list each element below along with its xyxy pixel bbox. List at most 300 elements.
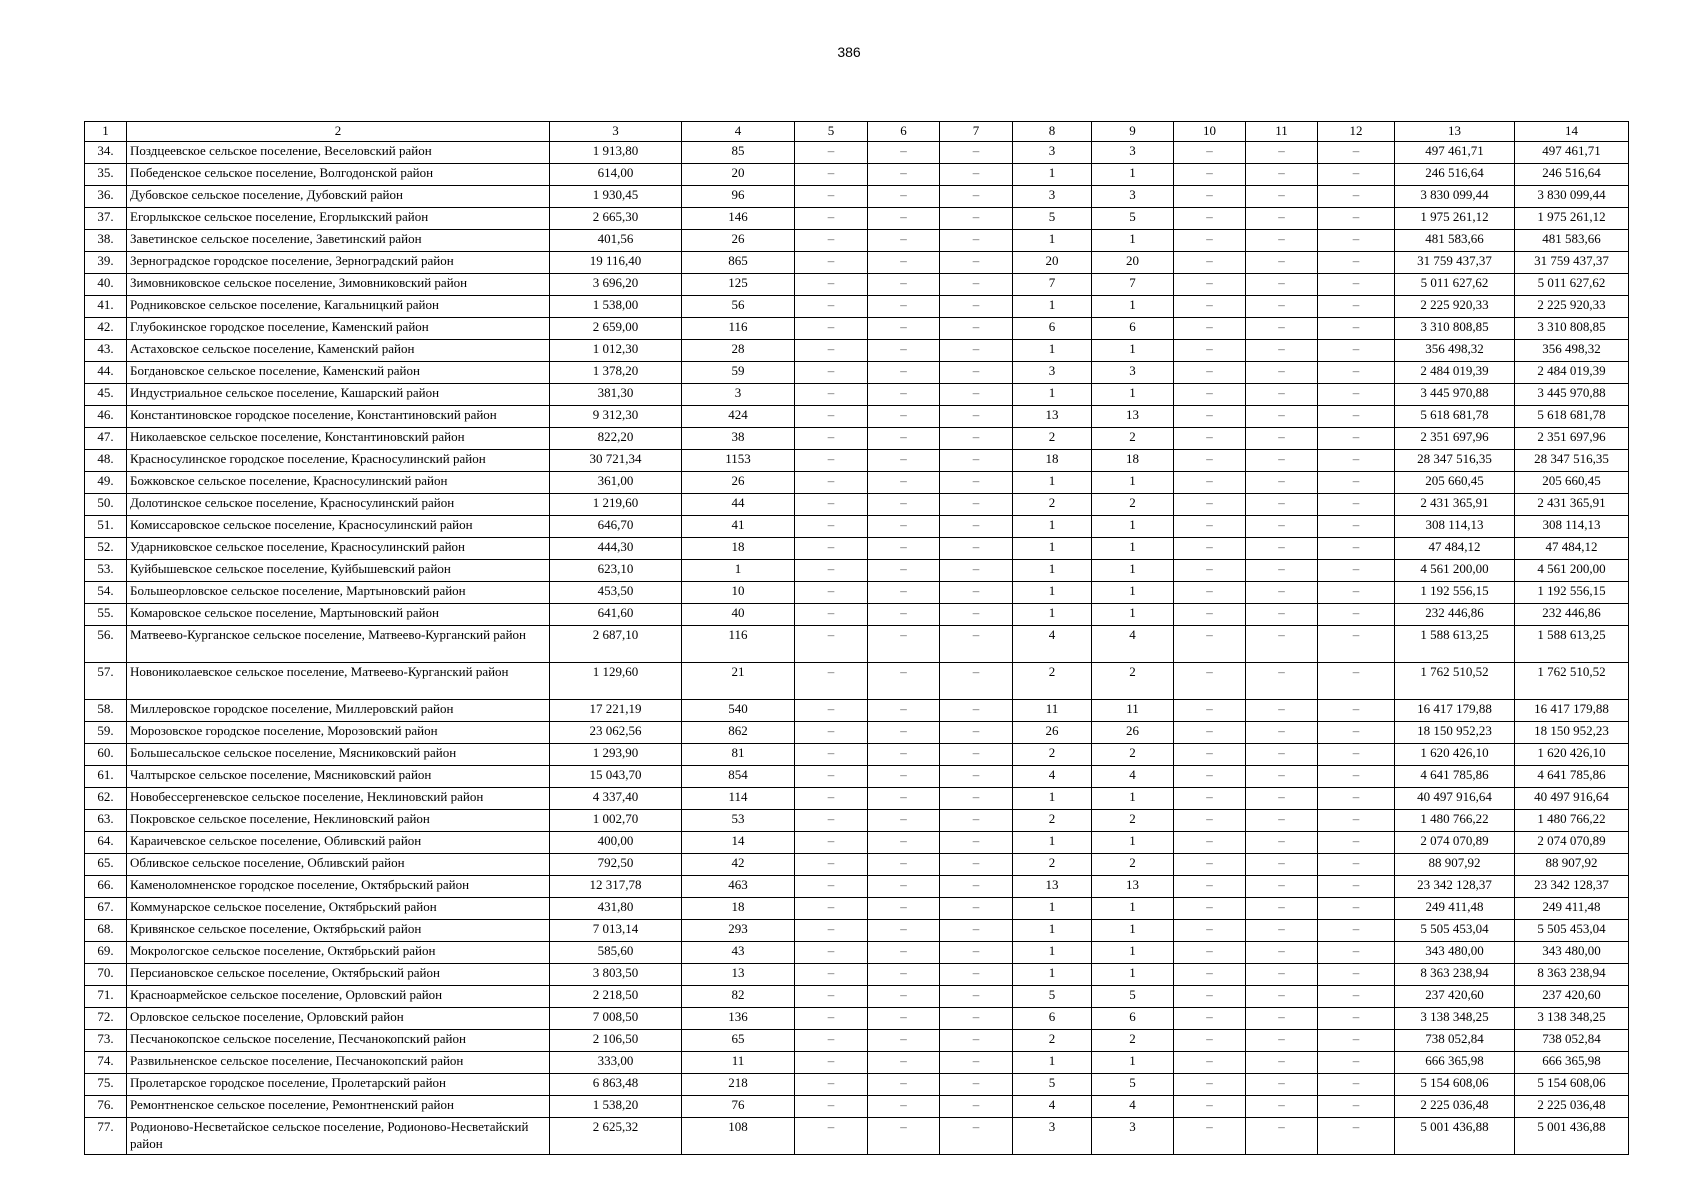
value-cell: –: [1174, 406, 1246, 428]
value-cell: 18 150 952,23: [1395, 722, 1515, 744]
value-cell: 3 803,50: [550, 964, 682, 986]
table-row: [85, 186, 1629, 208]
value-cell: –: [1318, 920, 1395, 942]
table-row: [85, 854, 1629, 876]
settlement-name-cell: Новониколаевское сельское поселение, Матвеево-Курганский район: [127, 663, 550, 700]
value-cell: –: [940, 472, 1013, 494]
value-cell: 356 498,32: [1395, 340, 1515, 362]
settlement-name-cell: Комаровское сельское поселение, Мартыновский район: [127, 604, 550, 626]
settlement-name-cell: Обливское сельское поселение, Обливский район: [127, 854, 550, 876]
value-cell: 481 583,66: [1515, 230, 1629, 252]
value-cell: –: [795, 964, 868, 986]
value-cell: –: [1246, 516, 1318, 538]
value-cell: 1: [1013, 788, 1092, 810]
value-cell: –: [1318, 700, 1395, 722]
value-cell: –: [1174, 1030, 1246, 1052]
value-cell: 26: [682, 472, 795, 494]
value-cell: –: [1246, 362, 1318, 384]
value-cell: 26: [682, 230, 795, 252]
column-header-7: 7: [940, 122, 1013, 142]
value-cell: 1: [1013, 942, 1092, 964]
settlement-name-cell: Матвеево-Курганское сельское поселение, Матвеево-Курганский район: [127, 626, 550, 663]
value-cell: –: [868, 1008, 940, 1030]
row-number-cell: 74.: [85, 1052, 127, 1074]
settlement-name-cell: Дубовское сельское поселение, Дубовский район: [127, 186, 550, 208]
table-row: [85, 494, 1629, 516]
value-cell: –: [940, 832, 1013, 854]
settlement-name-cell: Покровское сельское поселение, Неклиновский район: [127, 810, 550, 832]
value-cell: 2 484 019,39: [1395, 362, 1515, 384]
value-cell: 1: [1013, 516, 1092, 538]
table-row: [85, 964, 1629, 986]
value-cell: –: [1318, 274, 1395, 296]
table-row: [85, 810, 1629, 832]
value-cell: –: [1174, 230, 1246, 252]
value-cell: –: [1246, 252, 1318, 274]
value-cell: –: [795, 296, 868, 318]
value-cell: 1: [1013, 340, 1092, 362]
row-number-cell: 56.: [85, 626, 127, 663]
table-row: [85, 766, 1629, 788]
value-cell: 666 365,98: [1515, 1052, 1629, 1074]
row-number-cell: 73.: [85, 1030, 127, 1052]
value-cell: –: [1174, 428, 1246, 450]
value-cell: 232 446,86: [1515, 604, 1629, 626]
value-cell: 1: [1092, 384, 1174, 406]
value-cell: 646,70: [550, 516, 682, 538]
table-row: [85, 274, 1629, 296]
value-cell: 16 417 179,88: [1515, 700, 1629, 722]
value-cell: –: [940, 230, 1013, 252]
value-cell: 8 363 238,94: [1395, 964, 1515, 986]
value-cell: 232 446,86: [1395, 604, 1515, 626]
value-cell: 361,00: [550, 472, 682, 494]
value-cell: –: [940, 142, 1013, 164]
row-number-cell: 70.: [85, 964, 127, 986]
value-cell: –: [868, 1118, 940, 1155]
row-number-cell: 40.: [85, 274, 127, 296]
value-cell: –: [1174, 876, 1246, 898]
settlement-name-cell: Николаевское сельское поселение, Константиновский район: [127, 428, 550, 450]
value-cell: 12 317,78: [550, 876, 682, 898]
value-cell: –: [940, 810, 1013, 832]
value-cell: 249 411,48: [1515, 898, 1629, 920]
value-cell: 47 484,12: [1515, 538, 1629, 560]
value-cell: 1: [1092, 832, 1174, 854]
value-cell: 1 192 556,15: [1515, 582, 1629, 604]
value-cell: –: [1246, 164, 1318, 186]
value-cell: 1: [1092, 788, 1174, 810]
settlement-name-cell: Божковское сельское поселение, Красносулинский район: [127, 472, 550, 494]
value-cell: 444,30: [550, 538, 682, 560]
row-number-cell: 49.: [85, 472, 127, 494]
value-cell: –: [795, 700, 868, 722]
value-cell: 20: [1013, 252, 1092, 274]
value-cell: –: [1246, 1074, 1318, 1096]
value-cell: –: [940, 384, 1013, 406]
value-cell: –: [1174, 362, 1246, 384]
value-cell: 7: [1013, 274, 1092, 296]
settlement-name-cell: Красносулинское городское поселение, Красносулинский район: [127, 450, 550, 472]
value-cell: –: [1318, 766, 1395, 788]
settlement-name-cell: Развильненское сельское поселение, Песчанокопский район: [127, 1052, 550, 1074]
value-cell: 356 498,32: [1515, 340, 1629, 362]
row-number-cell: 47.: [85, 428, 127, 450]
value-cell: –: [1174, 832, 1246, 854]
value-cell: 2 351 697,96: [1515, 428, 1629, 450]
value-cell: –: [795, 766, 868, 788]
row-number-cell: 43.: [85, 340, 127, 362]
value-cell: 2: [1013, 854, 1092, 876]
value-cell: –: [795, 942, 868, 964]
column-header-4: 4: [682, 122, 795, 142]
value-cell: 3: [1092, 142, 1174, 164]
table-row: [85, 876, 1629, 898]
value-cell: –: [1246, 788, 1318, 810]
value-cell: –: [795, 230, 868, 252]
row-number-cell: 64.: [85, 832, 127, 854]
value-cell: –: [940, 1030, 1013, 1052]
value-cell: 1: [1013, 164, 1092, 186]
table-body: [85, 142, 1629, 1155]
value-cell: 5 001 436,88: [1395, 1118, 1515, 1155]
value-cell: –: [940, 663, 1013, 700]
value-cell: 1: [1013, 230, 1092, 252]
settlement-name-cell: Родниковское сельское поселение, Кагальницкий район: [127, 296, 550, 318]
settlement-name-cell: Новобессергеневское сельское поселение, Неклиновский район: [127, 788, 550, 810]
value-cell: –: [868, 252, 940, 274]
value-cell: 1 913,80: [550, 142, 682, 164]
value-cell: –: [868, 516, 940, 538]
value-cell: 1: [1092, 472, 1174, 494]
value-cell: –: [940, 582, 1013, 604]
value-cell: –: [940, 186, 1013, 208]
value-cell: 136: [682, 1008, 795, 1030]
value-cell: 205 660,45: [1515, 472, 1629, 494]
value-cell: –: [1246, 1118, 1318, 1155]
value-cell: 1 012,30: [550, 340, 682, 362]
value-cell: –: [1318, 340, 1395, 362]
settlement-name-cell: Победенское сельское поселение, Волгодонской район: [127, 164, 550, 186]
table-row: [85, 582, 1629, 604]
settlement-name-cell: Мокрологское сельское поселение, Октябрьский район: [127, 942, 550, 964]
value-cell: 453,50: [550, 582, 682, 604]
value-cell: 40 497 916,64: [1395, 788, 1515, 810]
value-cell: 1: [1013, 920, 1092, 942]
table-row: [85, 898, 1629, 920]
value-cell: 2 659,00: [550, 318, 682, 340]
row-number-cell: 60.: [85, 744, 127, 766]
value-cell: 2: [1013, 744, 1092, 766]
value-cell: 1: [1013, 1052, 1092, 1074]
value-cell: –: [1318, 296, 1395, 318]
value-cell: –: [1318, 252, 1395, 274]
value-cell: –: [868, 142, 940, 164]
value-cell: 1 293,90: [550, 744, 682, 766]
value-cell: –: [1318, 1118, 1395, 1155]
value-cell: –: [1174, 920, 1246, 942]
value-cell: 1: [1013, 560, 1092, 582]
value-cell: –: [940, 516, 1013, 538]
table-row: [85, 722, 1629, 744]
value-cell: –: [868, 744, 940, 766]
value-cell: –: [795, 898, 868, 920]
value-cell: –: [795, 362, 868, 384]
value-cell: 1 480 766,22: [1515, 810, 1629, 832]
value-cell: 1 620 426,10: [1395, 744, 1515, 766]
value-cell: 4: [1013, 1096, 1092, 1118]
value-cell: –: [940, 406, 1013, 428]
value-cell: –: [795, 406, 868, 428]
value-cell: –: [1246, 582, 1318, 604]
row-number-cell: 53.: [85, 560, 127, 582]
value-cell: –: [1318, 744, 1395, 766]
value-cell: 146: [682, 208, 795, 230]
value-cell: 47 484,12: [1395, 538, 1515, 560]
value-cell: –: [1246, 1008, 1318, 1030]
value-cell: 822,20: [550, 428, 682, 450]
column-number-row: [85, 122, 1629, 142]
value-cell: 497 461,71: [1515, 142, 1629, 164]
value-cell: –: [1174, 142, 1246, 164]
value-cell: –: [940, 362, 1013, 384]
value-cell: –: [795, 876, 868, 898]
value-cell: –: [795, 744, 868, 766]
value-cell: 3 830 099,44: [1395, 186, 1515, 208]
value-cell: –: [1318, 164, 1395, 186]
row-number-cell: 34.: [85, 142, 127, 164]
value-cell: –: [1174, 964, 1246, 986]
value-cell: 28 347 516,35: [1515, 450, 1629, 472]
value-cell: –: [1318, 186, 1395, 208]
value-cell: –: [795, 494, 868, 516]
value-cell: 249 411,48: [1395, 898, 1515, 920]
value-cell: –: [795, 582, 868, 604]
value-cell: –: [868, 1074, 940, 1096]
settlement-name-cell: Персиановское сельское поселение, Октябрьский район: [127, 964, 550, 986]
value-cell: 4: [1013, 626, 1092, 663]
value-cell: 11: [682, 1052, 795, 1074]
value-cell: 2 431 365,91: [1395, 494, 1515, 516]
value-cell: 5: [1013, 208, 1092, 230]
settlement-name-cell: Ударниковское сельское поселение, Красносулинский район: [127, 538, 550, 560]
value-cell: 792,50: [550, 854, 682, 876]
row-number-cell: 65.: [85, 854, 127, 876]
value-cell: 641,60: [550, 604, 682, 626]
column-header-14: 14: [1515, 122, 1629, 142]
settlement-name-cell: Миллеровское городское поселение, Миллеровский район: [127, 700, 550, 722]
table-row: [85, 406, 1629, 428]
value-cell: –: [868, 700, 940, 722]
value-cell: –: [795, 252, 868, 274]
value-cell: 3 445 970,88: [1395, 384, 1515, 406]
value-cell: –: [940, 964, 1013, 986]
settlement-name-cell: Долотинское сельское поселение, Красносулинский район: [127, 494, 550, 516]
settlement-name-cell: Большеорловское сельское поселение, Мартыновский район: [127, 582, 550, 604]
value-cell: 23 342 128,37: [1395, 876, 1515, 898]
value-cell: 13: [1013, 876, 1092, 898]
row-number-cell: 59.: [85, 722, 127, 744]
value-cell: 1: [682, 560, 795, 582]
settlements-table: [84, 121, 1629, 1155]
value-cell: 7 013,14: [550, 920, 682, 942]
value-cell: 5: [1092, 1074, 1174, 1096]
value-cell: 18: [1013, 450, 1092, 472]
value-cell: 2: [1092, 663, 1174, 700]
value-cell: 8 363 238,94: [1515, 964, 1629, 986]
value-cell: –: [1174, 494, 1246, 516]
value-cell: 738 052,84: [1395, 1030, 1515, 1052]
table-row: [85, 663, 1629, 700]
value-cell: 614,00: [550, 164, 682, 186]
value-cell: 3: [682, 384, 795, 406]
value-cell: –: [795, 318, 868, 340]
value-cell: –: [1174, 450, 1246, 472]
value-cell: 9 312,30: [550, 406, 682, 428]
value-cell: –: [1174, 164, 1246, 186]
value-cell: –: [1318, 1074, 1395, 1096]
value-cell: 237 420,60: [1395, 986, 1515, 1008]
value-cell: –: [1318, 722, 1395, 744]
value-cell: –: [795, 1096, 868, 1118]
value-cell: 14: [682, 832, 795, 854]
value-cell: –: [1246, 810, 1318, 832]
value-cell: 13: [1092, 876, 1174, 898]
value-cell: 3: [1092, 186, 1174, 208]
value-cell: 431,80: [550, 898, 682, 920]
value-cell: –: [1246, 964, 1318, 986]
row-number-cell: 39.: [85, 252, 127, 274]
value-cell: –: [1318, 986, 1395, 1008]
settlement-name-cell: Зимовниковское сельское поселение, Зимовниковский район: [127, 274, 550, 296]
table-row: [85, 252, 1629, 274]
value-cell: 3 310 808,85: [1515, 318, 1629, 340]
value-cell: –: [1174, 516, 1246, 538]
value-cell: –: [1318, 1096, 1395, 1118]
settlement-name-cell: Егорлыкское сельское поселение, Егорлыкский район: [127, 208, 550, 230]
value-cell: –: [868, 876, 940, 898]
value-cell: 65: [682, 1030, 795, 1052]
value-cell: 30 721,34: [550, 450, 682, 472]
value-cell: 854: [682, 766, 795, 788]
value-cell: 2 225 920,33: [1515, 296, 1629, 318]
value-cell: –: [1318, 854, 1395, 876]
value-cell: –: [1246, 208, 1318, 230]
value-cell: 2 484 019,39: [1515, 362, 1629, 384]
column-header-6: 6: [868, 122, 940, 142]
value-cell: –: [1246, 942, 1318, 964]
value-cell: –: [868, 1030, 940, 1052]
value-cell: 540: [682, 700, 795, 722]
settlement-name-cell: Каменоломненское городское поселение, Октябрьский район: [127, 876, 550, 898]
row-number-cell: 69.: [85, 942, 127, 964]
value-cell: –: [940, 986, 1013, 1008]
value-cell: 3: [1092, 362, 1174, 384]
value-cell: 1: [1092, 1052, 1174, 1074]
value-cell: –: [1174, 1052, 1246, 1074]
value-cell: –: [795, 516, 868, 538]
table-row: [85, 450, 1629, 472]
table-row: [85, 208, 1629, 230]
row-number-cell: 76.: [85, 1096, 127, 1118]
value-cell: 5 618 681,78: [1395, 406, 1515, 428]
table-row: [85, 788, 1629, 810]
value-cell: 2: [1092, 494, 1174, 516]
value-cell: –: [868, 854, 940, 876]
row-number-cell: 67.: [85, 898, 127, 920]
value-cell: 18: [682, 538, 795, 560]
value-cell: –: [868, 766, 940, 788]
value-cell: –: [795, 164, 868, 186]
value-cell: 18: [1092, 450, 1174, 472]
value-cell: 400,00: [550, 832, 682, 854]
value-cell: 13: [1013, 406, 1092, 428]
value-cell: –: [1318, 472, 1395, 494]
value-cell: –: [1246, 1096, 1318, 1118]
value-cell: 88 907,92: [1515, 854, 1629, 876]
value-cell: –: [940, 744, 1013, 766]
value-cell: –: [1246, 340, 1318, 362]
value-cell: 3: [1013, 1118, 1092, 1155]
value-cell: 1: [1092, 582, 1174, 604]
row-number-cell: 61.: [85, 766, 127, 788]
value-cell: 2 218,50: [550, 986, 682, 1008]
value-cell: –: [795, 1118, 868, 1155]
value-cell: –: [940, 252, 1013, 274]
value-cell: 1: [1092, 560, 1174, 582]
value-cell: –: [1174, 560, 1246, 582]
value-cell: –: [795, 986, 868, 1008]
row-number-cell: 66.: [85, 876, 127, 898]
value-cell: 1: [1013, 604, 1092, 626]
settlement-name-cell: Кривянское сельское поселение, Октябрьский район: [127, 920, 550, 942]
row-number-cell: 46.: [85, 406, 127, 428]
value-cell: –: [1246, 722, 1318, 744]
value-cell: –: [1246, 1052, 1318, 1074]
value-cell: 1 378,20: [550, 362, 682, 384]
value-cell: 116: [682, 626, 795, 663]
value-cell: –: [1318, 208, 1395, 230]
value-cell: –: [1318, 1030, 1395, 1052]
value-cell: –: [1174, 744, 1246, 766]
value-cell: –: [795, 663, 868, 700]
value-cell: –: [1174, 1118, 1246, 1155]
value-cell: –: [1246, 318, 1318, 340]
value-cell: –: [1174, 700, 1246, 722]
value-cell: 31 759 437,37: [1515, 252, 1629, 274]
value-cell: –: [868, 964, 940, 986]
column-header-8: 8: [1013, 122, 1092, 142]
value-cell: 585,60: [550, 942, 682, 964]
table-row: [85, 384, 1629, 406]
value-cell: 5: [1013, 986, 1092, 1008]
value-cell: –: [868, 538, 940, 560]
value-cell: 3 445 970,88: [1515, 384, 1629, 406]
value-cell: 3: [1013, 362, 1092, 384]
value-cell: 2 225 036,48: [1515, 1096, 1629, 1118]
row-number-cell: 41.: [85, 296, 127, 318]
value-cell: –: [1318, 516, 1395, 538]
row-number-cell: 42.: [85, 318, 127, 340]
value-cell: 5 154 608,06: [1515, 1074, 1629, 1096]
value-cell: 738 052,84: [1515, 1030, 1629, 1052]
row-number-cell: 35.: [85, 164, 127, 186]
value-cell: 4 561 200,00: [1515, 560, 1629, 582]
value-cell: –: [1318, 1008, 1395, 1030]
value-cell: 424: [682, 406, 795, 428]
value-cell: 2 225 920,33: [1395, 296, 1515, 318]
value-cell: –: [1318, 964, 1395, 986]
